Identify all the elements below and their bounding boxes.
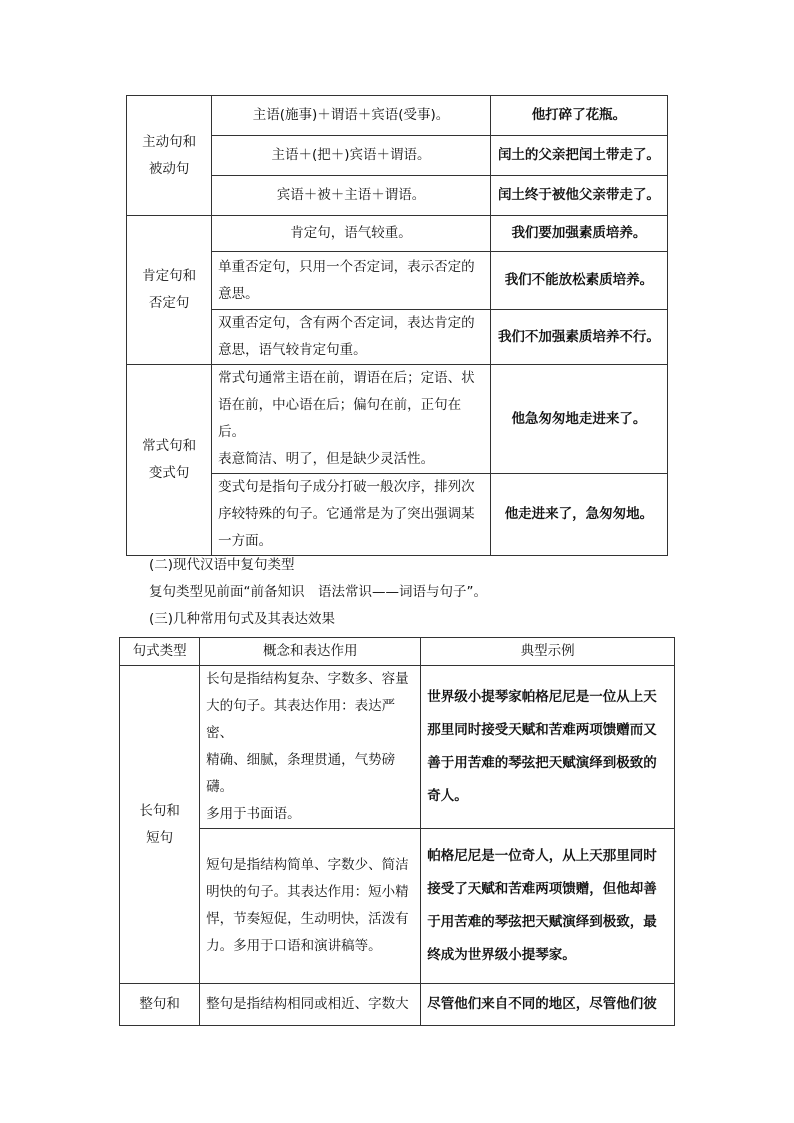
description-line: 表意简洁、明了，但是缺少灵活性。 bbox=[218, 451, 435, 467]
category-cell bbox=[127, 96, 212, 216]
category-line: 主动句和 bbox=[142, 133, 197, 150]
concept-line: 明快的句子。其表达作用：短小精 bbox=[206, 884, 409, 900]
example-line: 善于用苦难的琴弦把天赋演绎到极致的 bbox=[427, 755, 657, 771]
description-line: 一方面。 bbox=[218, 533, 273, 549]
example-cell: 他走进来了，急匆匆地。 bbox=[490, 474, 667, 556]
concept-line: 精确、细腻，条理贯通，气势磅礴。 bbox=[206, 752, 396, 795]
description-cell bbox=[212, 474, 491, 556]
paragraph: 复句类型见前面“前备知识 语法常识——词语与句子”。 bbox=[149, 584, 487, 600]
category-line: 否定句 bbox=[148, 295, 190, 311]
concept-line: 长句是指结构复杂、字数多、容量 bbox=[206, 671, 409, 687]
column-header: 典型示例 bbox=[421, 638, 675, 666]
example-cell: 闰土终于被他父亲带走了。 bbox=[490, 176, 667, 216]
concept-line: 力。多用于口语和演讲稿等。 bbox=[206, 938, 382, 954]
example-line: 世界级小提琴家帕格尼尼是一位从上天 bbox=[427, 689, 657, 705]
description-line: 序较特殊的句子。它通常是为了突出强调某 bbox=[218, 506, 475, 522]
concept-cell bbox=[200, 829, 421, 984]
example-cell bbox=[421, 829, 675, 984]
description-cell: 主语(施事)＋谓语＋宾语(受事)。 bbox=[212, 96, 491, 136]
category-cell bbox=[120, 984, 200, 1026]
category-cell bbox=[127, 216, 212, 365]
description-line: 常式句通常主语在前，谓语在后；定语、状 bbox=[218, 370, 475, 386]
example-cell bbox=[421, 984, 675, 1026]
example-cell: 我们要加强素质培养。 bbox=[490, 216, 667, 252]
example-cell bbox=[421, 666, 675, 829]
concept-line: 多用于书面语。 bbox=[206, 806, 301, 822]
description-cell: 宾语＋被＋主语＋谓语。 bbox=[212, 176, 491, 216]
category-line: 变式句 bbox=[148, 465, 190, 481]
example-cell: 他急匆匆地走进来了。 bbox=[490, 365, 667, 474]
example-line: 帕格尼尼是一位奇人，从上天那里同时 bbox=[427, 848, 657, 864]
category-line: 肯定句和 bbox=[142, 268, 197, 284]
category-line: 被动句 bbox=[148, 160, 190, 177]
concept-line: 整句是指结构相同或相近、字数大 bbox=[206, 996, 409, 1012]
section-heading: (二)现代汉语中复句类型 bbox=[149, 557, 295, 573]
sentence-types-table bbox=[126, 95, 668, 556]
category-line: 常式句和 bbox=[142, 438, 197, 454]
section-heading: (三)几种常用句式及其表达效果 bbox=[149, 611, 336, 627]
concept-line: 大的句子。其表达作用：表达严密、 bbox=[206, 698, 396, 741]
description-line: 单重否定句，只用一个否定词，表示否定的 bbox=[218, 258, 475, 275]
description-cell bbox=[212, 252, 491, 310]
example-cell: 闰土的父亲把闰土带走了。 bbox=[490, 136, 667, 176]
description-cell bbox=[212, 365, 491, 474]
description-line: 变式句是指句子成分打破一般次序，排列次 bbox=[218, 479, 475, 495]
concept-cell bbox=[200, 984, 421, 1026]
example-line: 那里同时接受天赋和苦难两项馈赠而又 bbox=[427, 722, 657, 738]
description-cell: 主语＋(把＋)宾语＋谓语。 bbox=[212, 136, 491, 176]
example-line: 接受了天赋和苦难两项馈赠，但他却善 bbox=[427, 881, 657, 897]
category-line: 整句和 bbox=[139, 996, 180, 1012]
column-header: 句式类型 bbox=[120, 638, 200, 666]
description-cell bbox=[212, 310, 491, 365]
example-cell: 他打碎了花瓶。 bbox=[490, 96, 667, 136]
description-cell: 肯定句，语气较重。 bbox=[212, 216, 491, 252]
description-line: 意思。 bbox=[218, 285, 259, 302]
concept-line: 悍，节奏短促，生动明快，活泼有 bbox=[206, 911, 409, 927]
concept-cell bbox=[200, 666, 421, 829]
example-line: 奇人。 bbox=[427, 788, 468, 804]
category-line: 长句和 bbox=[139, 802, 180, 819]
concept-line: 短句是指结构简单、字数少、简洁 bbox=[206, 857, 409, 873]
example-line: 终成为世界级小提琴家。 bbox=[427, 947, 576, 963]
example-cell: 我们不加强素质培养不行。 bbox=[490, 310, 667, 365]
example-line: 于用苦难的琴弦把天赋演绎到极致，最 bbox=[427, 914, 657, 930]
category-cell bbox=[120, 666, 200, 984]
example-cell: 我们不能放松素质培养。 bbox=[490, 252, 667, 310]
column-header: 概念和表达作用 bbox=[200, 638, 421, 666]
category-cell bbox=[127, 365, 212, 556]
description-line: 意思，语气较肯定句重。 bbox=[218, 342, 367, 358]
category-line: 短句 bbox=[146, 829, 174, 846]
example-line: 尽管他们来自不同的地区，尽管他们彼 bbox=[427, 996, 657, 1012]
description-line: 语在前，中心语在后；偏句在前，正句在后。 bbox=[218, 397, 462, 440]
description-line: 双重否定句，含有两个否定词，表达肯定的 bbox=[218, 315, 475, 331]
sentence-effects-table bbox=[119, 637, 675, 1026]
